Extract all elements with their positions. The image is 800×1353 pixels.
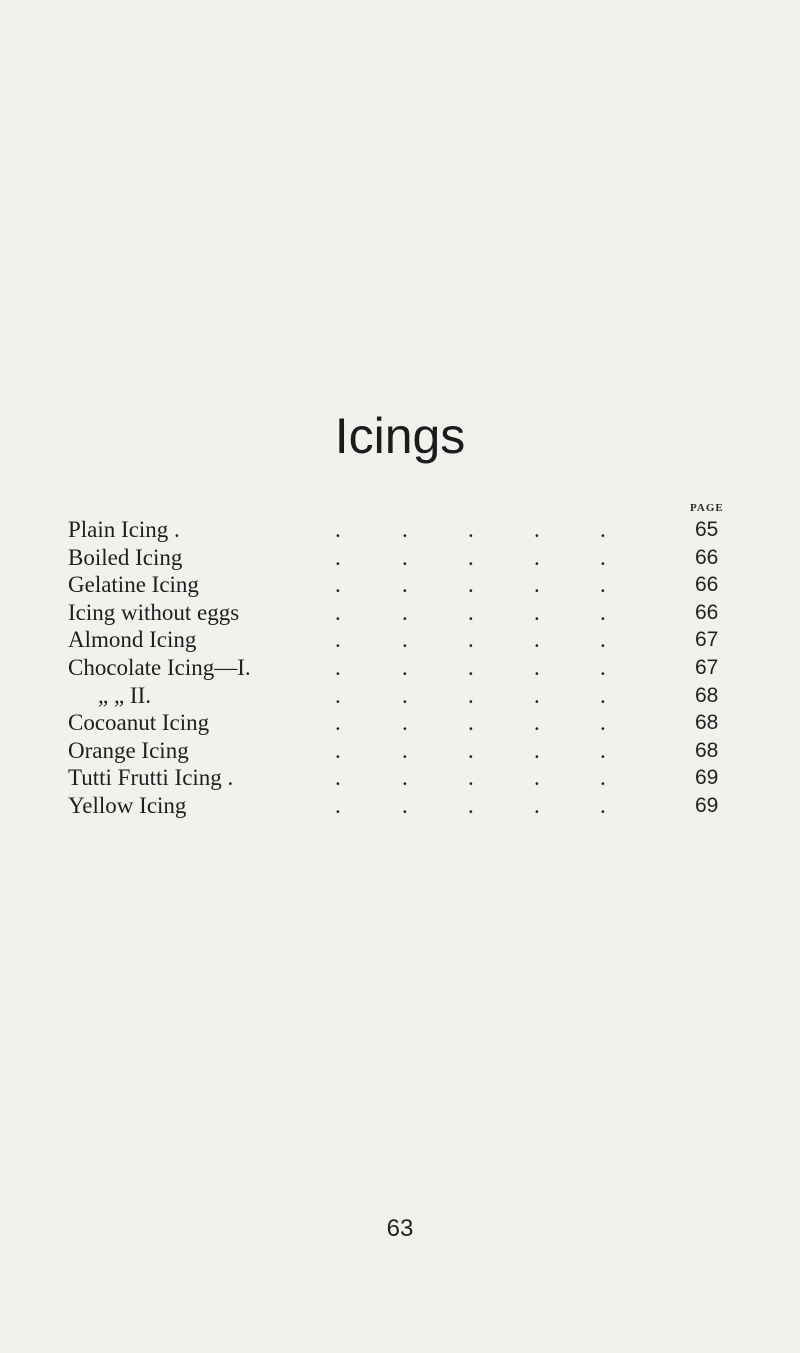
leader-dot: . <box>534 544 540 570</box>
entry-page-number: 68 <box>695 683 719 707</box>
leader-dot: . <box>534 765 540 791</box>
contents-entry <box>68 654 748 682</box>
contents-entry <box>68 764 748 792</box>
leader-dot: . <box>600 517 606 542</box>
entry-title: „ „ II. <box>98 682 151 708</box>
page-column-heading: PAGE <box>690 502 724 514</box>
section-title: Icings <box>334 408 466 464</box>
leader-dot: . <box>335 544 341 570</box>
dot-leaders <box>68 599 648 627</box>
leader-dot: . <box>600 627 606 653</box>
leader-dot: . <box>335 517 341 542</box>
leader-dot: . <box>335 765 341 791</box>
contents-entry <box>68 792 748 820</box>
leader-dot: . <box>468 572 474 598</box>
dot-leaders <box>68 792 648 820</box>
contents-entry <box>68 626 748 654</box>
leader-dot: . <box>600 572 606 598</box>
entry-page-number: 68 <box>695 738 719 762</box>
entry-title: Plain Icing . <box>68 517 180 542</box>
leader-dot: . <box>600 792 606 818</box>
leader-dot: . <box>402 517 408 542</box>
dot-leaders <box>68 764 648 792</box>
leader-dot: . <box>600 544 606 570</box>
leader-dot: . <box>335 599 341 625</box>
leader-dot: . <box>402 627 408 653</box>
contents-entry <box>68 571 748 599</box>
entry-title: Boiled Icing <box>68 544 183 570</box>
leader-dot: . <box>468 792 474 818</box>
leader-dot: . <box>402 792 408 818</box>
leader-dot: . <box>402 765 408 791</box>
contents-list <box>68 516 748 820</box>
entry-page-number: 69 <box>695 766 719 790</box>
leader-dot: . <box>600 682 606 708</box>
entry-page-number: 68 <box>695 711 719 735</box>
contents-entry <box>68 682 748 710</box>
leader-dot: . <box>534 599 540 625</box>
entry-title: Icing without eggs <box>68 599 240 625</box>
leader-dot: . <box>600 710 606 736</box>
leader-dot: . <box>468 627 474 653</box>
leader-dot: . <box>468 682 474 708</box>
leader-dot: . <box>402 599 408 625</box>
leader-dot: . <box>600 599 606 625</box>
entry-title: Orange Icing <box>68 737 189 763</box>
leader-dot: . <box>402 682 408 708</box>
entry-title: Tutti Frutti Icing . <box>68 765 234 791</box>
leader-dot: . <box>402 544 408 570</box>
contents-entry <box>68 737 748 765</box>
leader-dot: . <box>600 765 606 791</box>
leader-dot: . <box>335 654 341 680</box>
leader-dot: . <box>534 710 540 736</box>
entry-page-number: 67 <box>695 628 719 652</box>
leader-dot: . <box>402 654 408 680</box>
contents-entry <box>68 599 748 627</box>
dot-leaders <box>68 709 648 737</box>
leader-dot: . <box>335 710 341 736</box>
leader-dot: . <box>335 682 341 708</box>
leader-dot: . <box>534 654 540 680</box>
leader-dot: . <box>335 792 341 818</box>
leader-dot: . <box>600 737 606 763</box>
leader-dot: . <box>534 737 540 763</box>
entry-title: Cocoanut Icing <box>68 710 210 736</box>
entry-page-number: 69 <box>695 793 719 817</box>
leader-dot: . <box>402 572 408 598</box>
contents-entry <box>68 516 748 544</box>
contents-entry <box>68 709 748 737</box>
leader-dot: . <box>468 737 474 763</box>
leader-dot: . <box>402 710 408 736</box>
leader-dot: . <box>468 517 474 542</box>
leader-dot: . <box>468 654 474 680</box>
entry-title: Gelatine Icing <box>68 572 199 598</box>
leader-dot: . <box>468 765 474 791</box>
page-number: 63 <box>386 1215 414 1242</box>
entry-title: Almond Icing <box>68 627 197 653</box>
entry-page-number: 66 <box>695 573 719 597</box>
leader-dot: . <box>600 654 606 680</box>
entry-page-number: 67 <box>695 655 719 679</box>
leader-dot: . <box>468 544 474 570</box>
leader-dot: . <box>335 627 341 653</box>
entry-title: Chocolate Icing—I. <box>68 654 251 680</box>
leader-dot: . <box>468 710 474 736</box>
leader-dot: . <box>335 737 341 763</box>
dot-leaders <box>68 654 648 682</box>
leader-dot: . <box>335 572 341 598</box>
leader-dot: . <box>534 627 540 653</box>
leader-dot: . <box>534 572 540 598</box>
dot-leaders <box>68 516 648 544</box>
dot-leaders <box>68 544 648 572</box>
leader-dot: . <box>468 599 474 625</box>
leader-dot: . <box>402 737 408 763</box>
dot-leaders <box>68 626 648 654</box>
entry-title: Yellow Icing <box>68 792 187 818</box>
dot-leaders <box>68 571 648 599</box>
dot-leaders <box>68 737 648 765</box>
contents-entry <box>68 544 748 572</box>
entry-page-number: 66 <box>695 545 719 569</box>
dot-leaders <box>68 682 648 710</box>
leader-dot: . <box>534 682 540 708</box>
leader-dot: . <box>534 792 540 818</box>
entry-page-number: 65 <box>695 518 719 541</box>
entry-page-number: 66 <box>695 600 719 624</box>
leader-dot: . <box>534 517 540 542</box>
